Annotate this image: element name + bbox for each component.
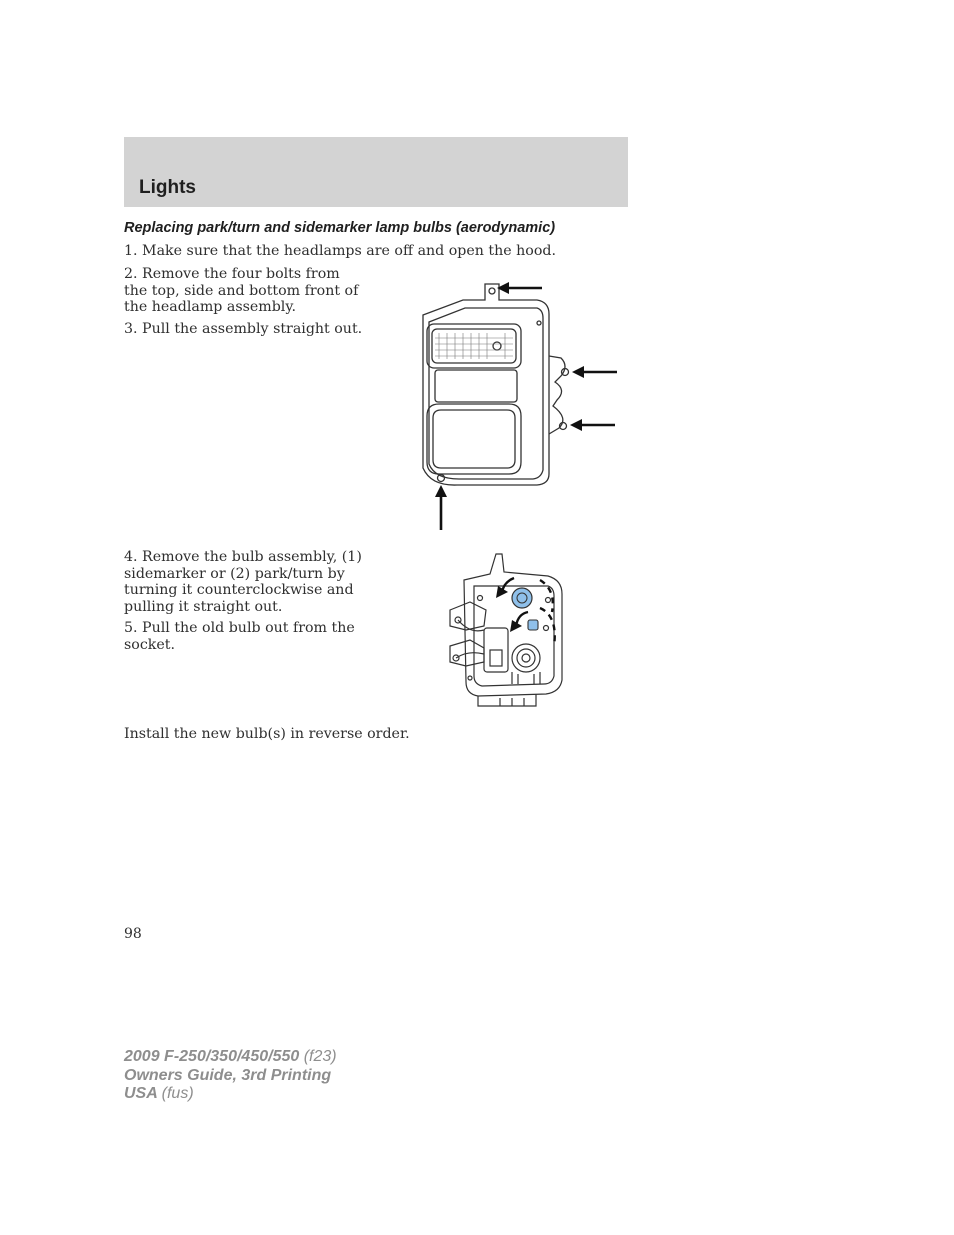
footer-model: 2009 F-250/350/450/550 [124, 1048, 300, 1065]
footer-model-line [124, 1048, 337, 1067]
footer-guide: Owners Guide, 3rd Printing [124, 1066, 332, 1084]
step-4: 4. Remove the bulb assembly, (1) sidemarker or (2) park/turn by turning it counterclockwise and pulling it straight out. [124, 549, 362, 615]
step-5: 5. Pull the old bulb out from the socket. [124, 620, 355, 653]
footer-model-code: (f23) [303, 1048, 337, 1065]
footer-market: USA [124, 1085, 158, 1102]
section-header-band [124, 137, 628, 207]
step-1: 1. Make sure that the headlamps are off and open the hood. [124, 243, 556, 259]
page-number: 98 [124, 926, 142, 942]
procedure-heading: Replacing park/turn and sidemarker lamp bulbs (aerodynamic) [124, 220, 556, 236]
section-title: Lights [139, 177, 196, 198]
footer-market-code: (fus) [161, 1085, 194, 1102]
bulb-socket-illustration [440, 550, 570, 710]
park-turn-bulb-icon [512, 588, 532, 608]
closing-instruction: Install the new bulb(s) in reverse order. [124, 726, 410, 742]
step-3: 3. Pull the assembly straight out. [124, 321, 363, 337]
document-footer [124, 1048, 337, 1104]
sidemarker-bulb-icon [528, 620, 538, 630]
footer-market-line [124, 1085, 337, 1104]
headlamp-assembly-illustration [405, 278, 625, 534]
step-2: 2. Remove the four bolts from the top, side and bottom front of the headlamp assembly. [124, 266, 359, 315]
